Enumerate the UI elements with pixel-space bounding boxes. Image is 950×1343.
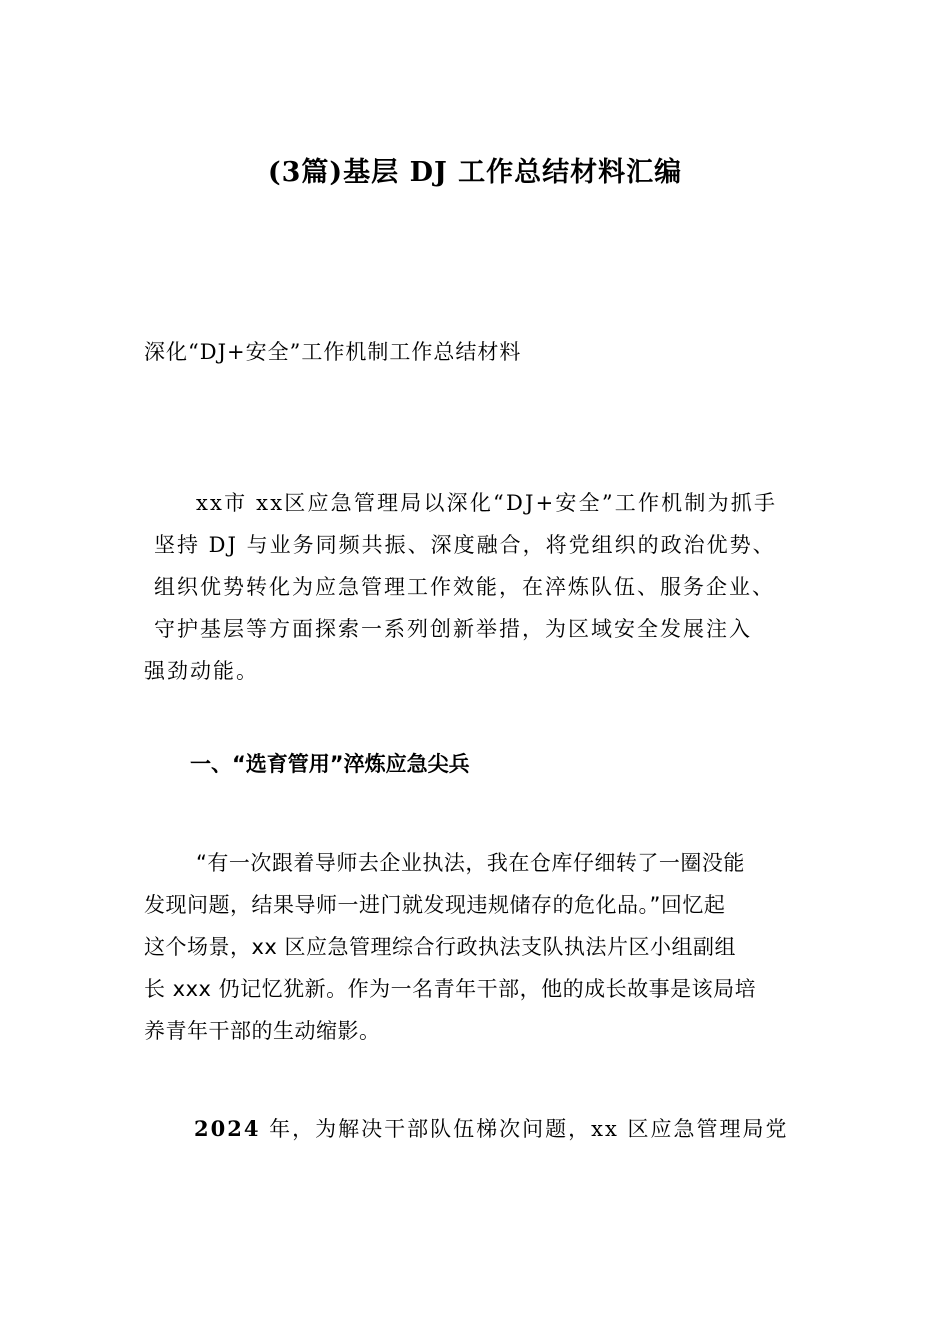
story-line: “有一次跟着导师去企业执法，我在仓库仔细转了一圈没能 [196, 851, 745, 875]
year-paragraph [144, 1108, 844, 1150]
intro-line: 强劲动能。 [144, 659, 259, 683]
intro-line: 组织优势转化为应急管理工作效能，在淬炼队伍、服务企业、 [154, 575, 775, 599]
story-line: 长 xxx 仍记忆犹新。作为一名青年干部，他的成长故事是该局培 [144, 977, 757, 1001]
year-line [144, 1108, 844, 1150]
year-text: 2024 [194, 1116, 261, 1141]
document-title: (3篇)基层 DJ 工作总结材料汇编 [267, 157, 683, 188]
story-paragraph [144, 842, 844, 1052]
intro-line: 坚持 DJ 与业务同频共振、深度融合，将党组织的政治优势、 [154, 533, 776, 557]
story-line: 养青年干部的生动缩影。 [144, 1019, 381, 1043]
year-line-rest: 年，为解决干部队伍梯次问题，xx 区应急管理局党 [260, 1117, 789, 1141]
document-subtitle: 深化“DJ+安全”工作机制工作总结材料 [144, 340, 522, 364]
intro-line: 守护基层等方面探索一系列创新举措，为区域安全发展注入 [154, 617, 752, 641]
intro-line: xx市 xx区应急管理局以深化“DJ+安全”工作机制为抓手 [196, 491, 778, 515]
story-line: 发现问题，结果导师一进门就发现违规储存的危化品。”回忆起 [144, 893, 726, 917]
story-line: 这个场景，xx 区应急管理综合行政执法支队执法片区小组副组 [144, 935, 737, 959]
intro-paragraph [144, 482, 844, 692]
section-heading: 一、“选育管用”淬炼应急尖兵 [190, 752, 470, 776]
